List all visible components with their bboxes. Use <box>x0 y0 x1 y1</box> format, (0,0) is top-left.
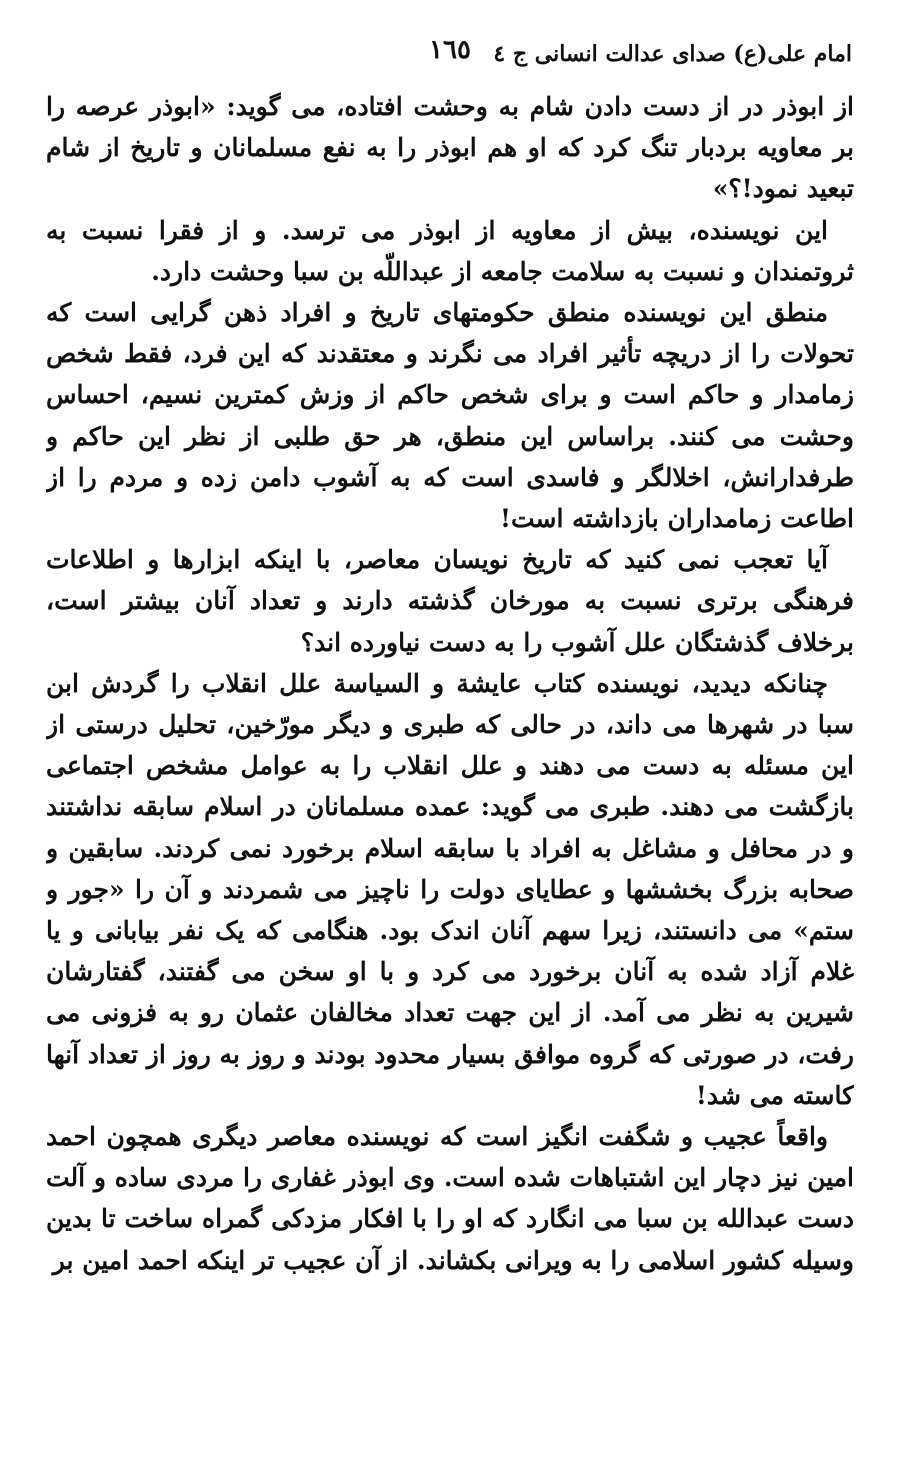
page-number: ١٦٥ <box>429 35 471 65</box>
page-header <box>48 34 852 74</box>
paragraph: آیا تعجب نمی کنید که تاریخ نویسان معاصر، با اینکه ابزارها و اطلاعات فرهنگی برتری نسبت به مورخان گذشته دارند و تعداد آنان بیشتر است، برخلاف گذشتگان علل آشوب را به دست نیاورده اند؟ <box>46 545 854 657</box>
paragraph: از ابوذر در از دست دادن شام به وحشت افتاده، می گوید: «ابوذر عرصه را بر معاویه بردبار تنگ کرد که او هم ابوذر را به نفع مسلمانان و تاریخ از شام تبعید نمود!؟» <box>46 92 854 204</box>
paragraph: واقعاً عجیب و شگفت انگیز است که نویسنده معاصر دیگری همچون احمد امین نیز دچار این اشتباهات شده است. وی ابوذر غفاری را مردی ساده و آلت دست عبدالله بن سبا می انگارد که او را با افکار مزدکی گمراه ساخت تا بدین وسیله کشور اسلامی را به ویرانی بکشاند. از آن عجیب تر اینکه احمد امین بر <box>46 1122 854 1275</box>
paragraph: چنانکه دیدید، نویسنده کتاب عایشة و السیاسة علل انقلاب را گردش ابن سبا در شهرها می داند، در حالی که طبری و دیگر مورّخین، تحلیل درستی از این مسئله به دست می دهند و علل انقلاب را به عوامل مشخص اجتماعی بازگشت می دهند. طبری می گوید: عمده مسلمانان در اسلام سابقه نداشتند و در محافل و مشاغل به افراد با سابقه اسلام برخورد نمی کردند. سابقین و صحابه بزرگ بخششها و عطایای دولت را ناچیز می شمردند و آن را «جور و ستم» می دانستند، زیرا سهم آنان اندک بود. هنگامی که یک نفر بیابانی و یا غلام آزاد شده به آنان برخورد می کرد و با او سخن می گفتند، گفتارشان شیرین به نظر می آمد. از این جهت تعداد مخالفان عثمان رو به فزونی می رفت، در صورتی که گروه موافق بسیار محدود بودند و روز به روز از تعداد آنها کاسته می شد! <box>46 668 854 1110</box>
page-body <box>46 86 854 1459</box>
paragraph: این نویسنده، بیش از معاویه از ابوذر می ترسد. و از فقرا نسبت به ثروتمندان و نسبت به سلامت جامعه از عبداللّه بن سبا وحشت دارد. <box>46 215 854 286</box>
running-title: امام علی(ع) صدای عدالت انسانی ج ٤ <box>493 41 852 67</box>
paragraph: منطق این نویسنده منطق حکومتهای تاریخ و افراد ذهن گرایی است که تحولات را از دریچه تأثیر افراد می نگرند و معتقدند که این فرد، فقط شخص زمامدار و حاکم است و برای شخص حاکم از وزش کمترین نسیم، احساس وحشت می کنند. براساس این منطق، هر حق طلبی از نظر این حاکم و طرفدارانش، اخلالگر و فاسدی است که به آشوب دامن زده و مردم را از اطاعت زمامداران بازداشته است! <box>46 298 854 534</box>
